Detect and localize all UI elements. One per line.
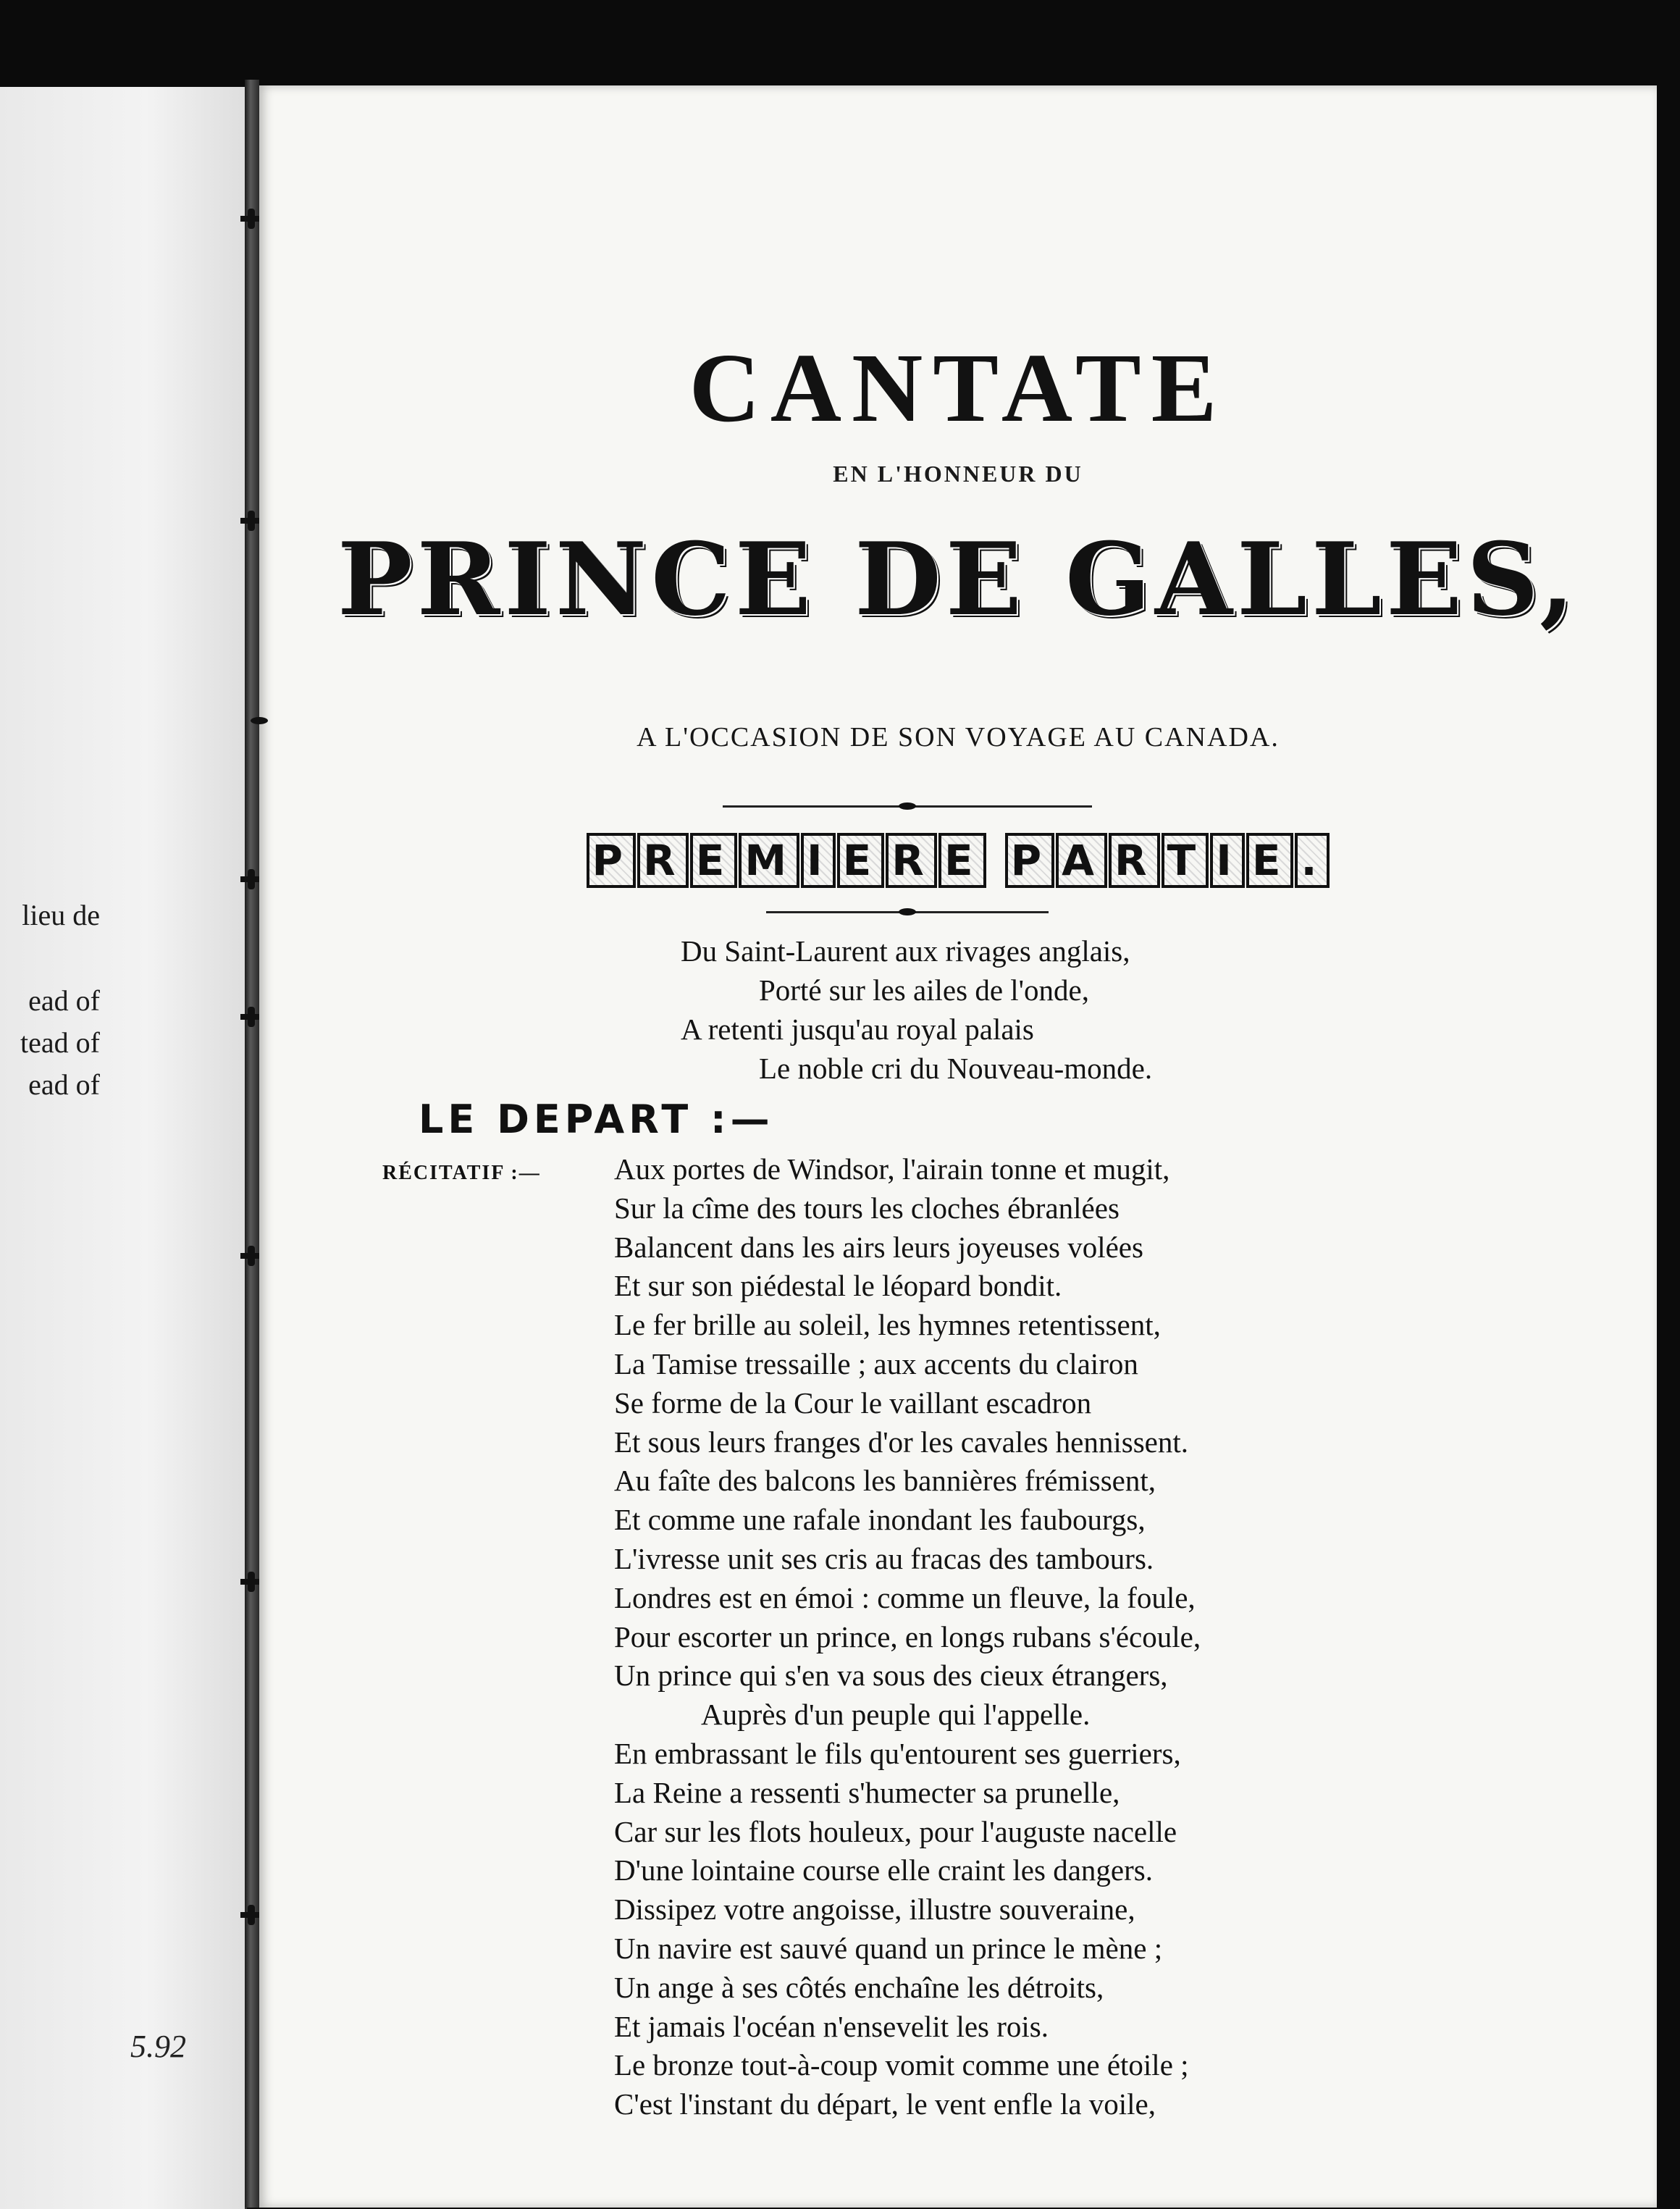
part-letter: T bbox=[1162, 833, 1209, 888]
verse-line: Un prince qui s'en va sous des cieux étrangers, bbox=[614, 1659, 1168, 1693]
part-heading bbox=[259, 833, 1657, 888]
verse-line: Auprès d'un peuple qui l'appelle. bbox=[701, 1698, 1091, 1732]
verse-line: Un ange à ses côtés enchaîne les détroits, bbox=[614, 1970, 1104, 2004]
recitatif-label: RÉCITATIF :— bbox=[382, 1162, 541, 1184]
part-letter: I bbox=[801, 833, 836, 888]
stanza-line: Le noble cri du Nouveau-monde. bbox=[759, 1052, 1153, 1085]
section-heading-depart: LE DEPART :— bbox=[419, 1097, 774, 1142]
part-letter: . bbox=[1295, 833, 1330, 888]
occasion-line: A L'OCCASION DE SON VOYAGE AU CANADA. bbox=[637, 722, 1280, 753]
subtitle: EN L'HONNEUR DU bbox=[833, 461, 1083, 487]
page-title: CANTATE bbox=[689, 334, 1227, 443]
verse-line: La Tamise tressaille ; aux accents du clairon bbox=[614, 1346, 1138, 1380]
verse-line: Et jamais l'océan n'ensevelit les rois. bbox=[614, 2009, 1049, 2043]
verse-line: Un navire est sauvé quand un prince le mène ; bbox=[614, 1931, 1163, 1965]
verse-line: Et sur son piédestal le léopard bondit. bbox=[614, 1269, 1062, 1303]
part-letter: R bbox=[637, 833, 689, 888]
part-letter: E bbox=[1246, 833, 1294, 888]
prince-heading: PRINCE DE GALLES, bbox=[337, 520, 1579, 638]
left-fragment: ead of bbox=[28, 1068, 100, 1101]
stanza-line: Porté sur les ailes de l'onde, bbox=[759, 973, 1090, 1007]
verse-line: Londres est en émoi : comme un fleuve, la foule, bbox=[614, 1580, 1196, 1614]
verse-line: Pour escorter un prince, en longs rubans s'écoule, bbox=[614, 1619, 1201, 1653]
handwritten-shelfmark: 5.92 bbox=[130, 2029, 186, 2064]
main-page bbox=[259, 85, 1657, 2208]
verse-line: Se forme de la Cour le vaillant escadron bbox=[614, 1386, 1092, 1420]
ornament-bead bbox=[251, 717, 268, 724]
verse-line: Au faîte des balcons les bannières frémissent, bbox=[614, 1464, 1156, 1498]
part-letter: R bbox=[1109, 833, 1160, 888]
part-letter: E bbox=[837, 833, 885, 888]
recitatif-verse bbox=[614, 1150, 1201, 2124]
stanza-line: A retenti jusqu'au royal palais bbox=[681, 1013, 1034, 1046]
left-page bbox=[0, 87, 247, 2209]
left-page-text-fragments bbox=[20, 894, 100, 1106]
part-letter: A bbox=[1056, 833, 1107, 888]
part-letter: E bbox=[690, 833, 738, 888]
part-letter: P bbox=[1005, 833, 1055, 888]
left-fragment: ead of bbox=[28, 984, 100, 1017]
part-letter: E bbox=[938, 833, 986, 888]
verse-line: Et sous leurs franges d'or les cavales hennissent. bbox=[614, 1425, 1189, 1459]
verse-line: L'ivresse unit ses cris au fracas des tambours. bbox=[614, 1541, 1154, 1575]
verse-line: Et comme une rafale inondant les faubourgs, bbox=[614, 1503, 1146, 1537]
part-letter: P bbox=[587, 833, 637, 888]
verse-line: C'est l'instant du départ, le vent enfle la voile, bbox=[614, 2087, 1156, 2121]
book-spine bbox=[245, 80, 259, 2208]
verse-line: D'une lointaine course elle craint les dangers. bbox=[614, 1853, 1153, 1887]
verse-line: Aux portes de Windsor, l'airain tonne et mugit, bbox=[614, 1152, 1170, 1186]
verse-line: Balancent dans les airs leurs joyeuses volées bbox=[614, 1230, 1143, 1264]
verse-line: Car sur les flots houleux, pour l'auguste nacelle bbox=[614, 1814, 1177, 1848]
verse-line: Dissipez votre angoisse, illustre souveraine, bbox=[614, 1892, 1135, 1927]
ornament-bead bbox=[899, 908, 916, 915]
verse-line: Sur la cîme des tours les cloches ébranlées bbox=[614, 1191, 1120, 1225]
ornament-bead bbox=[899, 802, 916, 810]
verse-line: Le bronze tout-à-coup vomit comme une étoile ; bbox=[614, 2048, 1189, 2082]
verse-line: La Reine a ressenti s'humecter sa prunelle, bbox=[614, 1775, 1120, 1809]
left-fragment: tead of bbox=[20, 1026, 100, 1059]
part-letter: I bbox=[1210, 833, 1245, 888]
part-letter: M bbox=[739, 833, 799, 888]
verse-line: Le fer brille au soleil, les hymnes retentissent, bbox=[614, 1308, 1161, 1342]
verse-line: En embrassant le fils qu'entourent ses guerriers, bbox=[614, 1736, 1181, 1770]
stanza-line: Du Saint-Laurent aux rivages anglais, bbox=[681, 934, 1130, 968]
left-fragment: lieu de bbox=[22, 899, 100, 931]
part-letter: R bbox=[886, 833, 937, 888]
